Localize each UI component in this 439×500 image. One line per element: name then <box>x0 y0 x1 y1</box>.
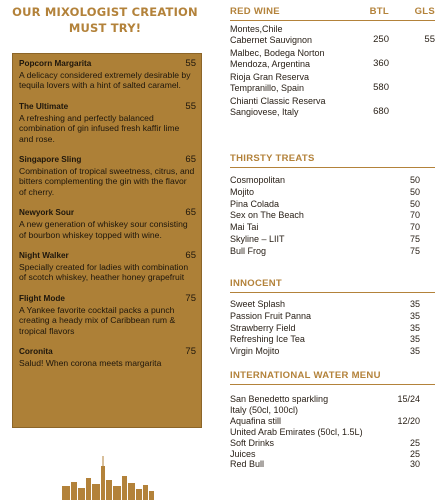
cocktail-description: A delicacy considered extremely desirable by tequila lovers with a hint of salted caramel. <box>19 70 191 91</box>
cocktail-price: 55 <box>185 58 196 69</box>
water-menu-heading: INTERNATIONAL WATER MENU <box>230 370 435 385</box>
cocktail-price: 55 <box>185 100 196 112</box>
cocktail-item <box>19 293 196 336</box>
item-price: 50 <box>409 198 420 209</box>
menu-item <box>230 459 420 470</box>
cocktail-item <box>19 346 196 368</box>
cocktail-name: Singapore Sling <box>19 155 82 165</box>
menu-item <box>230 334 420 346</box>
item-name: Bull Frog <box>230 245 267 256</box>
wine-item <box>230 24 435 45</box>
menu-item <box>230 311 420 323</box>
cocktail-description: A refreshing and perfectly balanced combination of gin infused fresh kaffir lime and rose. <box>19 112 180 144</box>
item-price: 75 <box>409 233 420 244</box>
item-price: 30 <box>409 459 420 469</box>
cocktail-name: Flight Mode <box>19 293 65 303</box>
red-wine-list <box>230 24 435 120</box>
wine-item <box>230 72 435 93</box>
wine-bottle-price: 680 <box>373 106 389 117</box>
menu-item <box>230 438 420 449</box>
wine-item <box>230 48 435 69</box>
wine-variety: Tempranillo, Spain <box>230 82 305 93</box>
item-name: Mojito <box>230 186 255 197</box>
menu-item <box>230 222 420 234</box>
cocktail-item <box>19 58 196 91</box>
bottle-column-header: BTL <box>369 6 389 17</box>
red-wine-header <box>230 6 435 21</box>
wine-bottle-price: 250 <box>373 34 389 45</box>
innocent-heading: INNOCENT <box>230 278 435 293</box>
glass-column-header: GLS <box>414 6 435 17</box>
cocktail-description: Specially created for ladies with combination of scotch whiskey, heather honey grapefruit <box>19 262 189 283</box>
item-name: Refreshing Ice Tea <box>230 334 305 345</box>
item-price: 25 <box>409 448 420 459</box>
wine-glass-price: 55 <box>424 34 435 45</box>
mixologist-title-line1: OUR MIXOLOGIST CREATION <box>12 5 198 19</box>
menu-item <box>230 187 420 199</box>
cocktail-name: Coronita <box>19 347 53 357</box>
item-price: 25 <box>409 438 420 448</box>
item-price: 35 <box>409 334 420 345</box>
menu-item <box>230 234 420 246</box>
menu-item <box>230 394 420 415</box>
cocktail-name: Night Walker <box>19 251 69 261</box>
cocktail-description: Salud! When corona meets margarita <box>19 358 162 369</box>
cocktail-price: 65 <box>185 250 196 262</box>
wine-variety: Cabernet Sauvignon <box>230 34 313 45</box>
item-name: Strawberry Field <box>230 322 296 333</box>
cocktail-price: 75 <box>185 346 196 358</box>
cocktail-price: 65 <box>185 207 196 219</box>
menu-item <box>230 346 420 358</box>
cocktail-description: A Yankee favorite cocktail packs a punch creating a heady mix of Caribbean rum & tropical flavors <box>19 304 176 336</box>
item-price: 50 <box>409 186 420 197</box>
innocent-list <box>230 299 420 358</box>
cocktail-description: Combination of tropical sweetness, citrus, and bitters complementing the gin with the flavor of cherry. <box>19 166 195 197</box>
menu-item <box>230 416 420 437</box>
item-name: Sex on The Beach <box>230 210 304 221</box>
item-price: 50 <box>409 175 420 185</box>
red-wine-heading: RED WINE <box>230 6 280 17</box>
menu-item <box>230 449 420 460</box>
item-name: San Benedetto sparkling <box>230 394 329 404</box>
wine-name: Chianti Classic Reserva <box>230 96 326 106</box>
item-name: Sweet Splash <box>230 299 286 309</box>
cocktail-item <box>19 207 196 240</box>
item-name: Virgin Mojito <box>230 346 280 357</box>
item-origin: United Arab Emirates (50cl, 1.5L) <box>230 426 363 437</box>
mixologist-title-line2: MUST TRY! <box>68 21 142 35</box>
cocktail-name: Newyork Sour <box>19 208 75 218</box>
item-price: 35 <box>409 322 420 333</box>
item-origin: Italy (50cl, 100cl) <box>230 404 299 415</box>
menu-item <box>230 210 420 222</box>
item-price: 70 <box>409 222 420 233</box>
item-name: Passion Fruit Panna <box>230 310 312 321</box>
wine-bottle-price: 580 <box>373 82 389 93</box>
cocktail-description: A new generation of whiskey sour consisting of bourbon whiskey topped with wine. <box>19 219 188 240</box>
item-name: Skyline – LIIT <box>230 233 285 244</box>
wine-name: Rioja Gran Reserva <box>230 72 310 82</box>
menu-item <box>230 299 420 311</box>
menu-item <box>230 199 420 211</box>
menu-item <box>230 246 420 258</box>
item-price: 12/20 <box>397 416 420 426</box>
menu-item <box>230 323 420 335</box>
cocktail-name: Popcorn Margarita <box>19 59 92 68</box>
item-name: Juices <box>230 448 256 459</box>
cocktail-price: 65 <box>185 154 196 166</box>
wine-name: Montes,Chile <box>230 24 283 34</box>
item-price: 35 <box>409 299 420 309</box>
item-price: 75 <box>409 245 420 256</box>
item-price: 15/24 <box>397 394 420 404</box>
wine-bottle-price: 360 <box>373 58 389 69</box>
cocktail-item <box>19 154 196 197</box>
item-price: 35 <box>409 346 420 357</box>
wine-variety: Mendoza, Argentina <box>230 58 311 69</box>
item-name: Red Bull <box>230 459 265 469</box>
item-name: Mai Tai <box>230 222 259 233</box>
wine-name: Malbec, Bodega Norton <box>230 48 325 58</box>
cocktail-item <box>19 101 196 144</box>
item-name: Soft Drinks <box>230 438 275 448</box>
cocktail-item <box>19 250 196 283</box>
item-name: Cosmopolitan <box>230 175 286 185</box>
thirsty-treats-heading: THIRSTY TREATS <box>230 153 435 168</box>
cocktail-list-panel <box>12 53 202 428</box>
item-name: Pina Colada <box>230 198 280 209</box>
wine-variety: Sangiovese, Italy <box>230 106 299 117</box>
city-skyline-illustration <box>62 456 154 500</box>
mixologist-title <box>4 4 206 36</box>
wine-item <box>230 96 435 117</box>
cocktail-name: The Ultimate <box>19 101 69 111</box>
water-menu-list <box>230 394 420 470</box>
item-price: 35 <box>409 310 420 321</box>
cocktail-price: 75 <box>185 292 196 304</box>
item-price: 70 <box>409 210 420 221</box>
item-name: Aquafina still <box>230 416 282 426</box>
thirsty-treats-list <box>230 175 420 258</box>
menu-item <box>230 175 420 187</box>
